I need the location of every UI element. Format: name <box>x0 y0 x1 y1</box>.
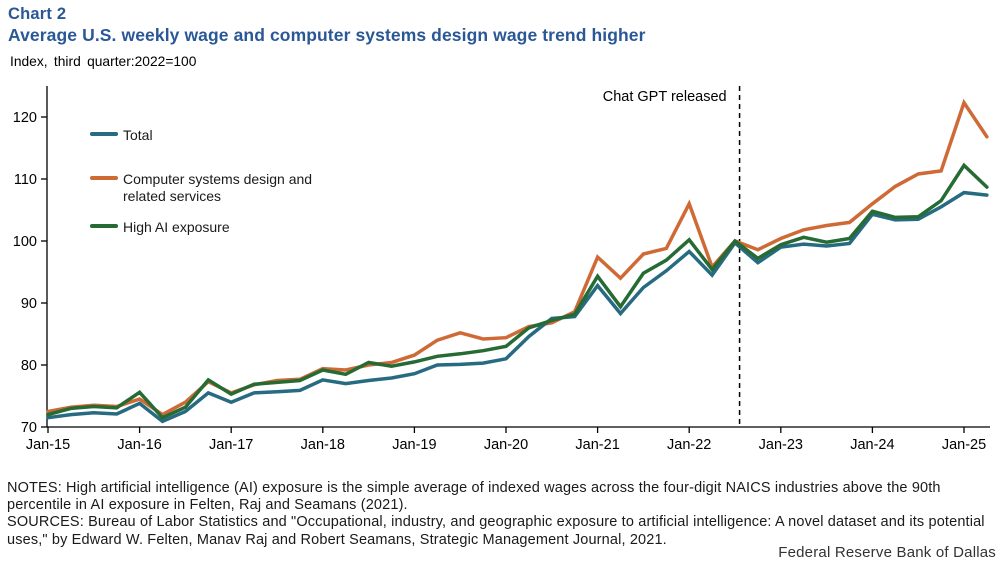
x-tick-label: Jan-24 <box>850 437 895 453</box>
legend-label-computer-systems-line1: Computer systems design and <box>123 171 313 187</box>
legend-item-high-ai <box>90 219 230 236</box>
y-tick-label: 70 <box>20 420 37 436</box>
series-line-computer-systems <box>48 103 987 415</box>
legend-label-high-ai: High AI exposure <box>123 219 230 235</box>
legend-item-computer-systems <box>90 171 312 205</box>
x-tick-label: Jan-17 <box>209 437 254 453</box>
publisher-credit: Federal Reserve Bank of Dallas <box>778 544 996 561</box>
y-tick-label: 120 <box>12 110 37 126</box>
notes-line: percentile in AI exposure in Felten, Raj and Seamans (2021). <box>7 497 408 514</box>
y-tick-label: 80 <box>20 358 37 374</box>
computer-systems-line-swatch <box>90 176 118 180</box>
high-ai-line-swatch <box>90 224 118 228</box>
legend-item-total <box>90 127 153 144</box>
chart-number-label: Chart 2 <box>8 5 67 23</box>
x-tick-label: Jan-22 <box>667 437 712 453</box>
legend-label-computer-systems <box>123 171 312 205</box>
notes-block <box>7 480 985 549</box>
legend-label-computer-systems-line2: related services <box>123 188 222 204</box>
y-tick-label: 90 <box>20 296 37 312</box>
y-tick-label: 100 <box>12 234 37 250</box>
notes-line: NOTES: High artificial intelligence (AI) exposure is the simple average of indexed wages across the four-digit NAICS industries above the 90th <box>7 480 941 496</box>
x-tick-label: Jan-23 <box>758 437 803 453</box>
x-tick-label: Jan-15 <box>25 437 71 453</box>
sources-line: uses," by Edward W. Felten, Manav Raj and Robert Seamans, Strategic Management Journal, 2021. <box>7 531 667 548</box>
y-tick-label: 110 <box>13 172 37 188</box>
index-base-note: Index, third quarter:2022=100 <box>10 54 197 69</box>
page-title: Average U.S. weekly wage and computer systems design wage trend higher <box>8 25 646 45</box>
x-tick-label: Jan-21 <box>575 437 620 453</box>
legend-label-total: Total <box>123 127 153 143</box>
x-tick-label: Jan-18 <box>300 437 345 453</box>
x-tick-label: Jan-16 <box>117 437 162 453</box>
chatgpt-annotation: Chat GPT released <box>602 89 727 105</box>
sources-line: SOURCES: Bureau of Labor Statistics and "Occupational, industry, and geographic exposure to artificial intelligence: A novel dataset and its potential <box>7 514 985 531</box>
x-tick-label: Jan-25 <box>941 437 987 453</box>
total-line-swatch <box>90 132 118 136</box>
x-tick-label: Jan-19 <box>392 437 437 453</box>
x-tick-label: Jan-20 <box>483 437 529 453</box>
